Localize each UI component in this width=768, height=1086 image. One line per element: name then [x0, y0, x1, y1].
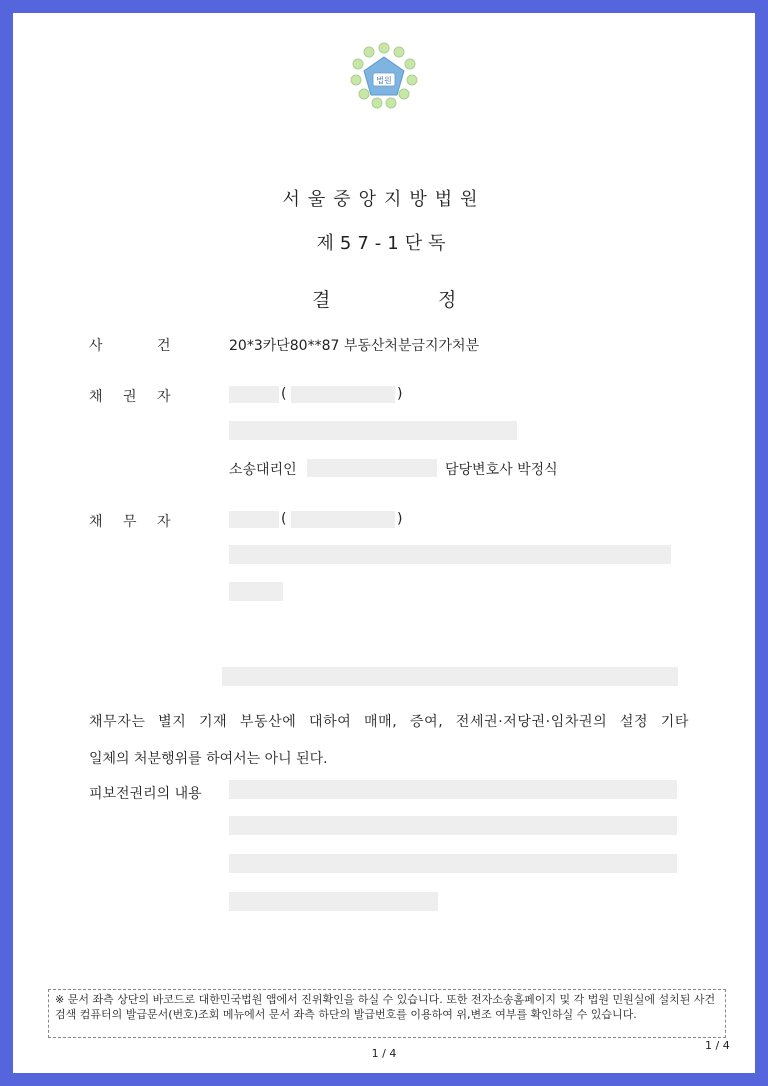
creditor-close-paren: )	[397, 386, 403, 402]
attorney-text: 담당변호사 박정식	[445, 462, 558, 478]
page-number-right: 1 / 4	[705, 1039, 730, 1052]
redacted-creditor-id	[291, 386, 395, 403]
document-number: 제57-1단독	[316, 233, 452, 254]
redacted-protected-right-1	[229, 780, 677, 799]
debtor-close-paren: )	[397, 511, 403, 527]
redacted-protected-right-3	[229, 854, 677, 873]
redacted-debtor-id	[291, 511, 395, 528]
redacted-creditor-address	[229, 421, 517, 440]
decision-title-right: 정	[438, 289, 457, 311]
case-value: 20*3카단80**87 부동산처분금지가처분	[229, 338, 480, 354]
agent-label: 소송대리인	[229, 462, 297, 478]
order-line-2: 일체의 처분행위를 하여서는 아니 된다.	[89, 751, 328, 767]
redacted-debtor-name	[229, 511, 279, 528]
creditor-open-paren: (	[281, 386, 287, 402]
court-name: 서울중앙지방법원	[282, 189, 486, 210]
redacted-protected-right-4	[229, 892, 438, 911]
decision-title-left: 결	[312, 289, 331, 311]
redacted-debtor-address	[229, 545, 671, 564]
redacted-order-heading	[222, 667, 678, 686]
redacted-creditor-name	[229, 386, 279, 403]
document-page: 법원 서울중앙지방법원 제57-1단독 결 정 사 건 20*3카단80**87 부동산처분금지가처분 채 권 자 ( ) 소송대리인 담당변호사 박정식 채 무 자 ( ) 채무자는 별지 기재 부동산에 대하여 매매, 증여, 전세권·저당권·임차권의 설정 기타 일체의 처분행위를 하여서는 아니 된다. 피보전권리의 내용 ※ 문서 좌측 상단의 바코드로 대한민국법원 앱에서 진위확인을 하실 수 있습니다. 또한 전자소송홈페이지 및 각 법원 민원실에 설치된 사건검색 컴퓨터의 발급문서(번호)조회 메뉴에서 문서 좌측 하단의 발급번호를 이용하여 위,변조 여부를 확인하실 수 있습니다. 1 / 4 1 / 4	[13, 13, 755, 1073]
court-seal-logo	[349, 41, 419, 111]
seal-text: 법원	[376, 76, 392, 85]
redacted-law-firm	[307, 459, 437, 477]
order-line-1: 채무자는 별지 기재 부동산에 대하여 매매, 증여, 전세권·저당권·임차권의 설정 기타	[89, 714, 689, 730]
redacted-protected-right-2	[229, 816, 677, 835]
page-number-center: 1 / 4	[371, 1047, 397, 1060]
protected-right-label: 피보전권리의 내용	[89, 786, 202, 802]
debtor-open-paren: (	[281, 511, 287, 527]
redacted-debtor-extra	[229, 582, 283, 601]
footer-notice: ※ 문서 좌측 상단의 바코드로 대한민국법원 앱에서 진위확인을 하실 수 있습니다. 또한 전자소송홈페이지 및 각 법원 민원실에 설치된 사건검색 컴퓨터의 발급문서(번호)조회 메뉴에서 문서 좌측 하단의 발급번호를 이용하여 위,변조 여부를 확인하실 수 있습니다.	[48, 989, 726, 1038]
